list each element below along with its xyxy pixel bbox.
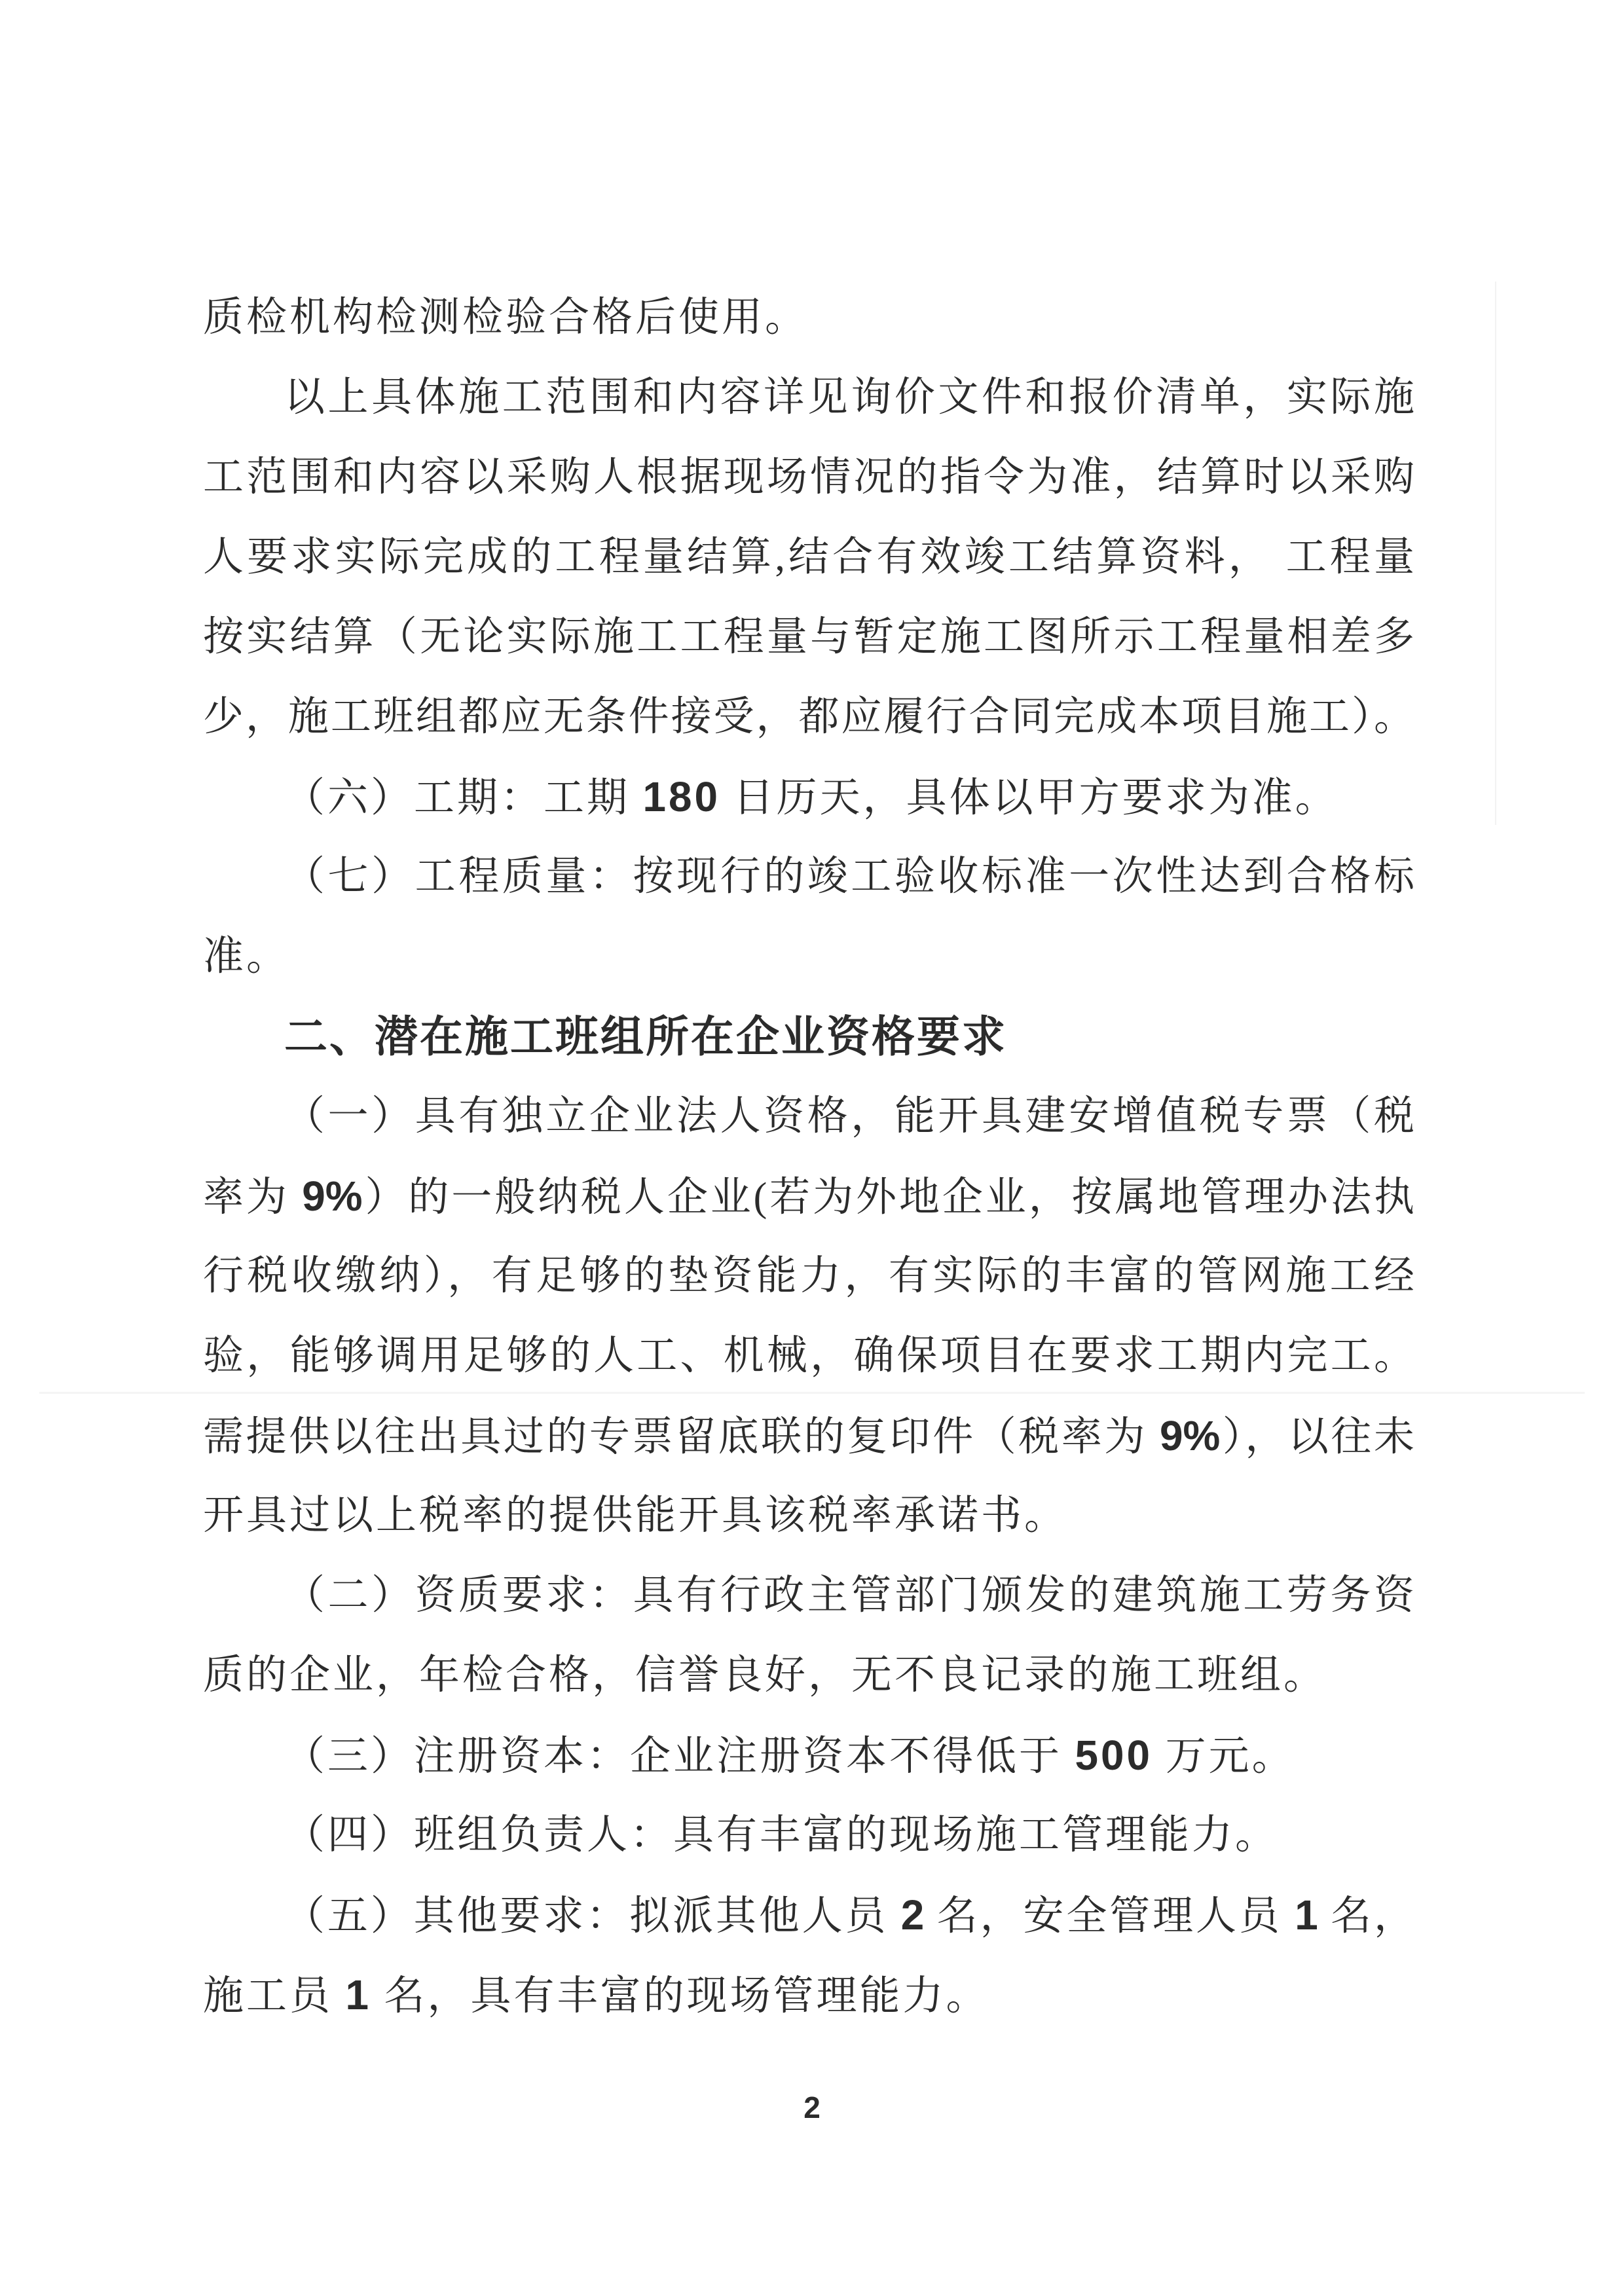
document-line: 开具过以上税率的提供能开具该税率承诺书。 [203,1493,1068,1538]
number-text: 9% [1159,1412,1221,1459]
document-line: 工范围和内容以采购人根据现场情况的指令为准，结算时以采购 [203,455,1414,500]
document-line: 少，施工班组都应无条件接受，都应履行合同完成本项目施工）。 [203,695,1414,739]
document-line: 按实结算（无论实际施工工程量与暂定施工图所示工程量相差多 [203,615,1414,659]
number-text: 1 [345,1971,372,2018]
document-line: 质的企业，年检合格，信誉良好，无不良记录的施工班组。 [203,1653,1327,1698]
document-line: 验，能够调用足够的人工、机械，确保项目在要求工期内完工。 [203,1334,1414,1378]
document-line: 准。 [203,934,290,979]
document-line: （七）工程质量：按现行的竣工验收标准一次性达到合格标 [284,854,1414,899]
document-line: （六）工期：工期 180 日历天，具体以甲方要求为准。 [284,773,1338,820]
document-line: 率为 9%）的一般纳税人企业(若为外地企业，按属地管理办法执 [203,1173,1414,1220]
document-line: 人要求实际完成的工程量结算,结合有效竣工结算资料， 工程量 [203,535,1414,579]
document-line: （四）班组负责人：具有丰富的现场施工管理能力。 [284,1813,1279,1857]
document-line: （一）具有独立企业法人资格，能开具建安增值税专票（税 [284,1094,1414,1139]
number-text: 180 [642,773,721,820]
document-line: （三）注册资本：企业注册资本不得低于 500 万元。 [284,1732,1295,1779]
document-line: 行税收缴纳），有足够的垫资能力，有实际的丰富的管网施工经 [203,1254,1414,1298]
number-text: 500 [1075,1732,1153,1779]
document-line: 需提供以往出具过的专票留底联的复印件（税率为 9%），以往未 [203,1412,1414,1459]
number-text: 2 [900,1891,925,1939]
document-line: （二）资质要求：具有行政主管部门颁发的建筑施工劳务资 [284,1573,1414,1618]
number-text: 1 [1295,1891,1318,1939]
page-number: 2 [803,2090,821,2124]
number-text: 9% [302,1173,363,1220]
document-line: 施工员 1 名，具有丰富的现场管理能力。 [203,1971,989,2018]
document-line: 以上具体施工范围和内容详见询价文件和报价清单，实际施 [284,375,1414,420]
scan-artifact-vertical [1495,282,1496,825]
document-line: 质检机构检测检验合格后使用。 [203,295,809,340]
document-line: （五）其他要求：拟派其他人员 2 名，安全管理人员 1 名， [284,1891,1414,1939]
text-block [203,278,1414,2035]
section-heading: 二、潜在施工班组所在企业资格要求 [284,1012,1007,1061]
